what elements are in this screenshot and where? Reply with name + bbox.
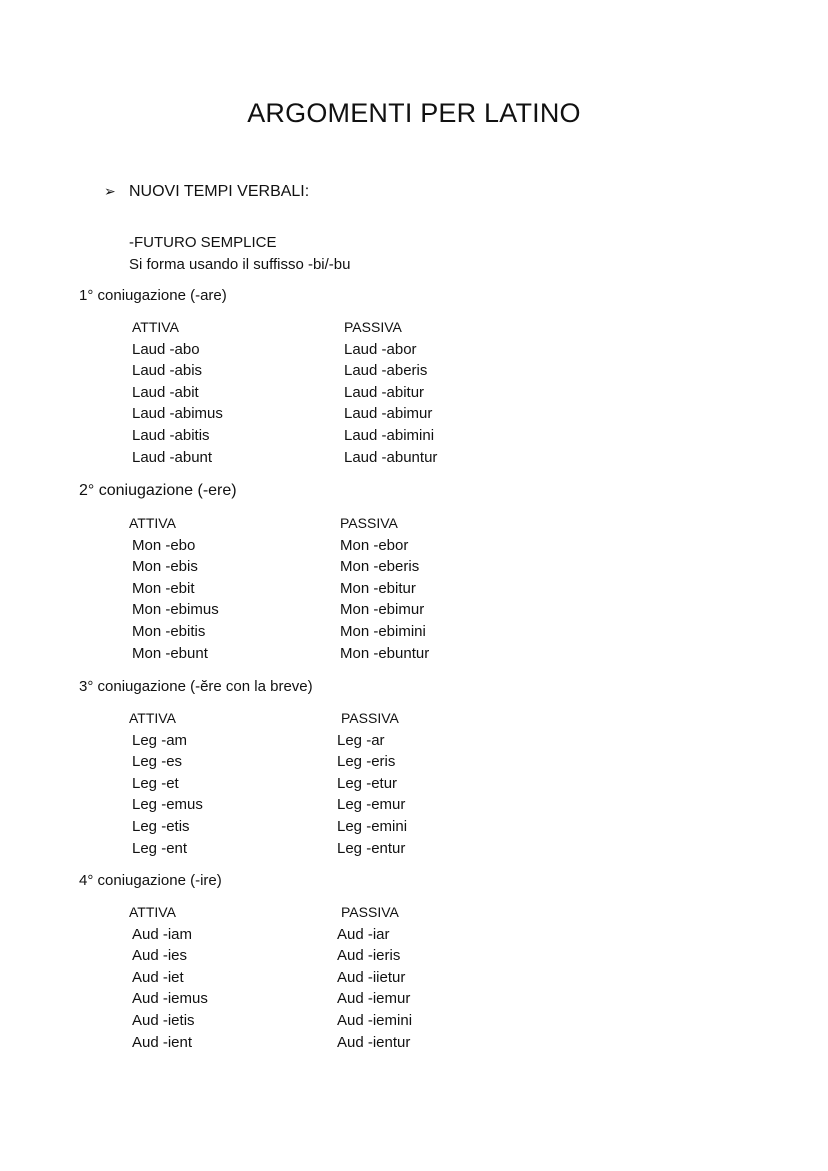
active-column-1	[132, 317, 223, 468]
active-form: Leg -emus	[132, 796, 203, 814]
active-header: ATTIVA	[132, 319, 179, 335]
section-heading-text: NUOVI TEMPI VERBALI:	[129, 183, 310, 200]
passive-form: Aud -iar	[337, 925, 390, 943]
active-form: Aud -ietis	[132, 1011, 195, 1029]
passive-form: Mon -ebimur	[340, 601, 425, 619]
passive-form: Mon -eberis	[340, 558, 420, 576]
active-form: Laud -abitis	[132, 426, 210, 444]
passive-form: Leg -eris	[337, 753, 396, 771]
passive-header: PASSIVA	[341, 904, 399, 920]
passive-form: Aud -iietur	[337, 968, 406, 986]
passive-form: Leg -entur	[337, 839, 406, 857]
active-form: Leg -etis	[132, 817, 190, 835]
passive-form: Leg -etur	[337, 774, 398, 792]
passive-form: Mon -ebor	[340, 536, 409, 554]
passive-header: PASSIVA	[341, 710, 399, 726]
conjugation-title-3: 3° coniugazione (-ĕre con la breve)	[79, 678, 313, 695]
active-header: ATTIVA	[129, 515, 176, 531]
active-column-2	[129, 513, 219, 664]
passive-form: Leg -ar	[337, 731, 385, 749]
page-title: ARGOMENTI PER LATINO	[247, 98, 581, 128]
active-form: Aud -iet	[132, 968, 184, 986]
active-form: Aud -ies	[132, 947, 188, 965]
passive-column-4	[337, 902, 412, 1053]
passive-column-1	[344, 317, 437, 468]
passive-form: Mon -ebuntur	[340, 644, 430, 662]
active-form: Mon -ebimus	[132, 601, 219, 619]
active-form: Leg -et	[132, 774, 179, 792]
active-form: Mon -ebunt	[132, 644, 208, 662]
passive-form: Leg -emini	[337, 817, 408, 835]
passive-form: Laud -abor	[344, 340, 417, 358]
tense-block	[129, 232, 351, 276]
passive-form: Laud -abitur	[344, 383, 425, 401]
passive-form: Aud -iemur	[337, 990, 411, 1008]
conjugation-title-1: 1° coniugazione (-are)	[79, 287, 227, 304]
tense-name: -FUTURO SEMPLICE	[129, 234, 277, 251]
active-form: Laud -abo	[132, 340, 200, 358]
passive-form: Aud -ientur	[337, 1033, 411, 1051]
active-column-4	[129, 902, 208, 1053]
active-form: Laud -abunt	[132, 448, 213, 466]
passive-form: Mon -ebitur	[340, 579, 416, 597]
passive-header: PASSIVA	[340, 515, 398, 531]
passive-form: Mon -ebimini	[340, 622, 426, 640]
active-form: Mon -ebis	[132, 558, 198, 576]
passive-header: PASSIVA	[344, 319, 402, 335]
active-form: Mon -ebitis	[132, 622, 206, 640]
passive-form: Laud -abimini	[344, 426, 435, 444]
active-form: Laud -abimus	[132, 405, 223, 423]
active-column-3	[129, 708, 203, 859]
active-header: ATTIVA	[129, 904, 176, 920]
active-form: Aud -iemus	[132, 990, 208, 1008]
arrow-bullet-icon: ➢	[104, 183, 116, 199]
passive-column-3	[337, 708, 407, 859]
active-header: ATTIVA	[129, 710, 176, 726]
passive-form: Laud -abimur	[344, 405, 433, 423]
passive-form: Laud -abuntur	[344, 448, 438, 466]
passive-form: Aud -iemini	[337, 1011, 413, 1029]
active-form: Mon -ebit	[132, 579, 195, 597]
active-form: Aud -ient	[132, 1033, 193, 1051]
active-form: Laud -abit	[132, 383, 199, 401]
active-form: Leg -es	[132, 753, 183, 771]
section-heading	[104, 183, 309, 201]
passive-form: Aud -ieris	[337, 947, 401, 965]
passive-form: Leg -emur	[337, 796, 406, 814]
passive-form: Laud -aberis	[344, 362, 428, 380]
conjugation-title-2: 2° coniugazione (-ere)	[79, 482, 237, 499]
active-form: Mon -ebo	[132, 536, 196, 554]
passive-column-2	[340, 513, 429, 664]
tense-description: Si forma usando il suffisso -bi/-bu	[129, 256, 351, 273]
active-form: Laud -abis	[132, 362, 203, 380]
active-form: Leg -ent	[132, 839, 188, 857]
active-form: Leg -am	[132, 731, 188, 749]
active-form: Aud -iam	[132, 925, 193, 943]
conjugation-title-4: 4° coniugazione (-ire)	[79, 872, 222, 889]
